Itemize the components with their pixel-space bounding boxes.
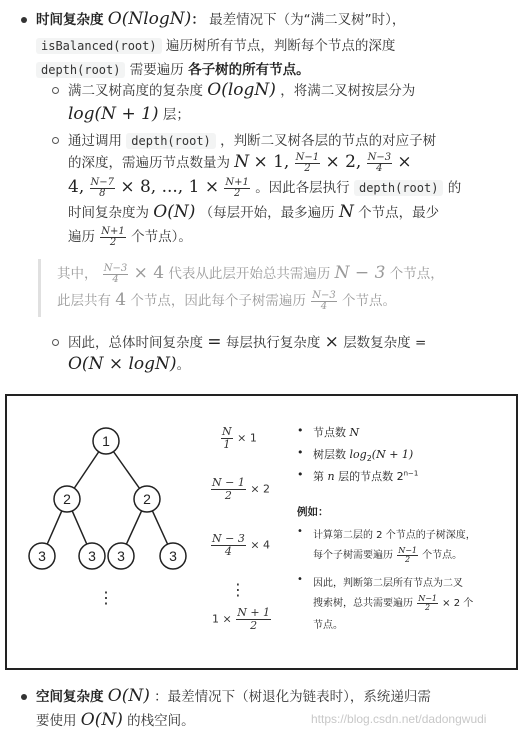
quote-text-3: 个节点，: [389, 266, 444, 282]
time-text-2: 遍历树所有节点，判断每个节点的深度: [165, 38, 396, 54]
sub-bullet-2: [52, 137, 59, 144]
example-1-line-b: [313, 546, 462, 564]
bullet-time: [21, 17, 27, 23]
frac-den: 8: [99, 187, 106, 199]
example-1-text-c: 个节点。: [422, 550, 463, 561]
note-2-math: log: [349, 448, 367, 461]
time-text-3b: 各子树的所有节点: [188, 62, 297, 78]
fig-formula-2: [210, 477, 270, 502]
sub-bullet-1: [52, 87, 59, 94]
note-3-text-a: 第: [313, 470, 324, 483]
sub3-math-eq: =: [207, 332, 222, 352]
example-title: 例如：: [297, 506, 329, 518]
sub1-math-2: log(N + 1): [68, 104, 159, 124]
sub2-math-times4: × 8, ..., 1 ×: [120, 177, 220, 197]
space-bigO: O(N): [107, 686, 150, 706]
tree-dots: ⋮: [98, 590, 114, 607]
sub2-math-times2: × 2,: [325, 152, 362, 172]
fig-formula-4: [212, 607, 272, 632]
frac-den: 2: [425, 602, 431, 612]
frac-den: 2: [233, 187, 241, 199]
frac-num: N−1: [295, 151, 320, 163]
frac-num: N + 1: [237, 606, 271, 619]
note-1-text: 节点数: [313, 426, 346, 439]
sub3-text-2: 每层执行复杂度: [225, 335, 321, 351]
frac-den: 2: [109, 236, 117, 248]
sub2-math-4: 4,: [68, 177, 85, 197]
fig-frac-3: [211, 533, 246, 558]
sub-bullet-3: [52, 339, 59, 346]
node-l3-d-label: 3: [169, 548, 177, 564]
note-3-base: 2: [396, 470, 404, 483]
quote-math-1: × 4: [133, 263, 165, 283]
time-line-1: [36, 8, 405, 29]
sub3-text-3: 层数复杂度 =: [343, 335, 427, 351]
frac-den: 1: [223, 438, 231, 451]
fig-formula-3: [210, 533, 270, 558]
sub2-math-times3: ×: [397, 152, 412, 172]
sub2-math-n: N: [234, 152, 250, 172]
fig-note-3: [297, 468, 511, 504]
node-l3-a-label: 3: [38, 548, 46, 564]
sub2-math-times1: × 1,: [253, 152, 290, 172]
sub2-line-3: [68, 176, 461, 199]
sub2-line-1: [68, 129, 436, 149]
note-bullet: •: [297, 424, 304, 437]
frac-den: 4: [112, 273, 119, 285]
sub1-line-1: [68, 79, 415, 100]
sub2-code: depth(root): [126, 133, 215, 149]
sub1-text-3: 层；: [162, 107, 190, 123]
sub2-frac-1: [295, 153, 321, 174]
sub3-math-result: O(N × logN): [68, 354, 177, 374]
complexity-figure: [5, 394, 518, 670]
code-isbalanced: isBalanced(root): [36, 38, 162, 54]
frac-num: N+1: [225, 176, 249, 188]
space-line-2: [36, 709, 195, 730]
fig-formula-3-tail: × 4: [250, 538, 271, 552]
sub2-text-4: 。因此各层执行: [255, 180, 350, 196]
example-1-frac: [397, 547, 418, 564]
frac-num: N: [222, 425, 232, 438]
note-3-math: n: [327, 470, 335, 483]
quote-text-5: 个节点，因此每个子树需遍历: [130, 293, 306, 309]
sub3-line-1: [68, 331, 426, 352]
fig-frac-2: [211, 477, 246, 502]
sub2-text-10: 个节点）。: [131, 229, 192, 245]
frac-den: 2: [304, 162, 311, 174]
fig-frac-1: [221, 426, 233, 451]
note-bullet: •: [297, 468, 304, 481]
sub2-text-9: 遍历: [68, 229, 95, 245]
note-2-text: 树层数: [313, 448, 346, 461]
fig-note-2: [297, 446, 511, 468]
sub2-line-4: [68, 201, 439, 222]
time-label: 时间复杂度: [36, 12, 104, 28]
frac-num: N−7: [90, 176, 115, 188]
note-2-tail: (N + 1): [371, 448, 414, 461]
frac-den: 4: [224, 545, 232, 558]
sub3-math-times: ×: [324, 332, 339, 352]
blockquote: [38, 259, 522, 317]
sub2-frac-5: [100, 227, 126, 248]
fig-formula-2-tail: × 2: [250, 482, 271, 496]
note-bullet: •: [297, 526, 303, 537]
node-l2-b-label: 2: [143, 491, 151, 507]
time-line-3: [36, 58, 310, 78]
sub1-line-2: [68, 103, 190, 124]
example-2-line-d: 节点。: [313, 620, 343, 631]
space-text-1: ：最差情况下（树退化为链表时），系统递归需: [154, 689, 431, 705]
frac-den: 2: [405, 554, 411, 564]
quote-line-1: [57, 262, 444, 285]
quote-text-4: 此层共有: [57, 293, 111, 309]
bullet-space: [21, 694, 27, 700]
quote-text-1: 其中，: [57, 266, 98, 282]
quote-frac-1: [103, 264, 129, 285]
sub1-text-2: ，将满二叉树按层分为: [280, 83, 416, 99]
sub2-text-2: ，判断二叉树各层的节点的对应子树: [220, 133, 437, 149]
example-2-line-a: 因此，判断第二层所有节点为二叉: [313, 578, 463, 589]
time-text-3: 需要遍历: [129, 62, 184, 78]
note-2-sub: 2: [366, 454, 372, 464]
fig-notes: [297, 424, 511, 644]
frac-den: 2: [224, 489, 232, 502]
space-label: 空间复杂度: [36, 689, 104, 705]
space-text-2: 要使用: [36, 713, 77, 729]
sub3-line-2: [68, 353, 190, 374]
quote-text-6: 个节点。: [342, 293, 397, 309]
fig-formula-dots: ⋮: [230, 580, 246, 599]
sub1-text-1: 满二叉树高度的复杂度: [68, 83, 203, 99]
fig-formula-1-tail: × 1: [237, 431, 257, 445]
sub1-math-1: O(logN): [207, 80, 276, 100]
frac-num: N − 3: [212, 532, 245, 545]
sub2-math-on: O(N): [153, 202, 196, 222]
frac-den: 4: [320, 300, 328, 312]
sub2-text-8: 个节点，最少: [358, 205, 440, 221]
space-text-3: 的栈空间。: [127, 713, 195, 729]
fig-example-2: [297, 574, 511, 644]
frac-num: N−3: [103, 262, 128, 274]
sub2-line-2: [68, 151, 412, 174]
note-bullet: •: [297, 574, 303, 585]
watermark: https://blog.csdn.net/dadongwudi: [311, 712, 487, 726]
sub2-text-7: （每层开始，最多遍历: [199, 205, 335, 221]
frac-den: 4: [376, 162, 383, 174]
note-3-sup: n−1: [403, 469, 419, 478]
note-3-text-b: 层的节点数: [338, 470, 394, 483]
time-text-1: 最差情况下（为“满二叉树”时），: [209, 12, 406, 28]
quote-text-2: 代表从此层开始总共需遍历: [168, 266, 331, 282]
code-depth: depth(root): [36, 62, 125, 78]
quote-math-3: 4: [115, 290, 127, 310]
frac-num: N−3: [367, 151, 392, 163]
sub2-text-6: 时间复杂度为: [68, 205, 149, 221]
frac-den: 2: [250, 619, 258, 632]
space-line-1: [36, 685, 431, 706]
time-bigO: O(NlogN): [107, 9, 192, 29]
time-line-2: [36, 34, 395, 54]
sub2-frac-3: [90, 178, 116, 199]
sub2-text-5: 的: [447, 180, 462, 196]
sub3-text-4: 。: [176, 357, 191, 373]
time-text-3c: 。: [296, 62, 310, 78]
node-l3-b-label: 3: [88, 548, 96, 564]
frac-num: N − 1: [212, 476, 245, 489]
example-2-text-c: × 2 个: [442, 598, 474, 609]
sub2-code-2: depth(root): [354, 180, 443, 196]
node-l2-a-label: 2: [63, 491, 71, 507]
sub2-math-n2: N: [338, 202, 354, 222]
quote-math-2: N − 3: [334, 263, 386, 283]
node-l3-c-label: 3: [117, 548, 125, 564]
quote-line-2: [57, 289, 396, 312]
sub2-text-1: 通过调用: [68, 133, 122, 149]
fig-formula-1: [220, 426, 257, 451]
sub2-text-3: 的深度，需遍历节点数量为: [68, 155, 230, 171]
fig-frac-4: [236, 607, 271, 632]
time-colon: ：: [191, 12, 205, 28]
sub2-frac-2: [367, 153, 393, 174]
quote-frac-2: [311, 291, 337, 312]
example-2-text-b: 搜索树，总共需要遍历: [313, 598, 413, 609]
note-bullet: •: [297, 446, 304, 459]
frac-num: N−3: [312, 289, 336, 301]
frac-num: N−1: [398, 545, 417, 555]
fig-note-1: [297, 424, 511, 446]
example-1-text-b: 每个子树需要遍历: [313, 550, 393, 561]
node-root-label: 1: [102, 433, 110, 449]
sub2-line-5: [68, 225, 192, 248]
sub2-frac-4: [224, 178, 250, 199]
sub3-text-1: 因此，总体时间复杂度: [68, 335, 203, 351]
example-2-line-b: [313, 594, 473, 612]
note-1-math: N: [349, 426, 360, 439]
frac-num: N+1: [101, 225, 125, 237]
fig-formula-4-head: 1 ×: [212, 612, 232, 626]
fig-example-1: [297, 526, 511, 574]
example-2-frac: [417, 595, 438, 612]
frac-num: N−1: [418, 593, 437, 603]
example-1-line-a: 计算第二层的 2 个节点的子树深度，: [313, 530, 476, 541]
space-math: O(N): [80, 710, 123, 730]
